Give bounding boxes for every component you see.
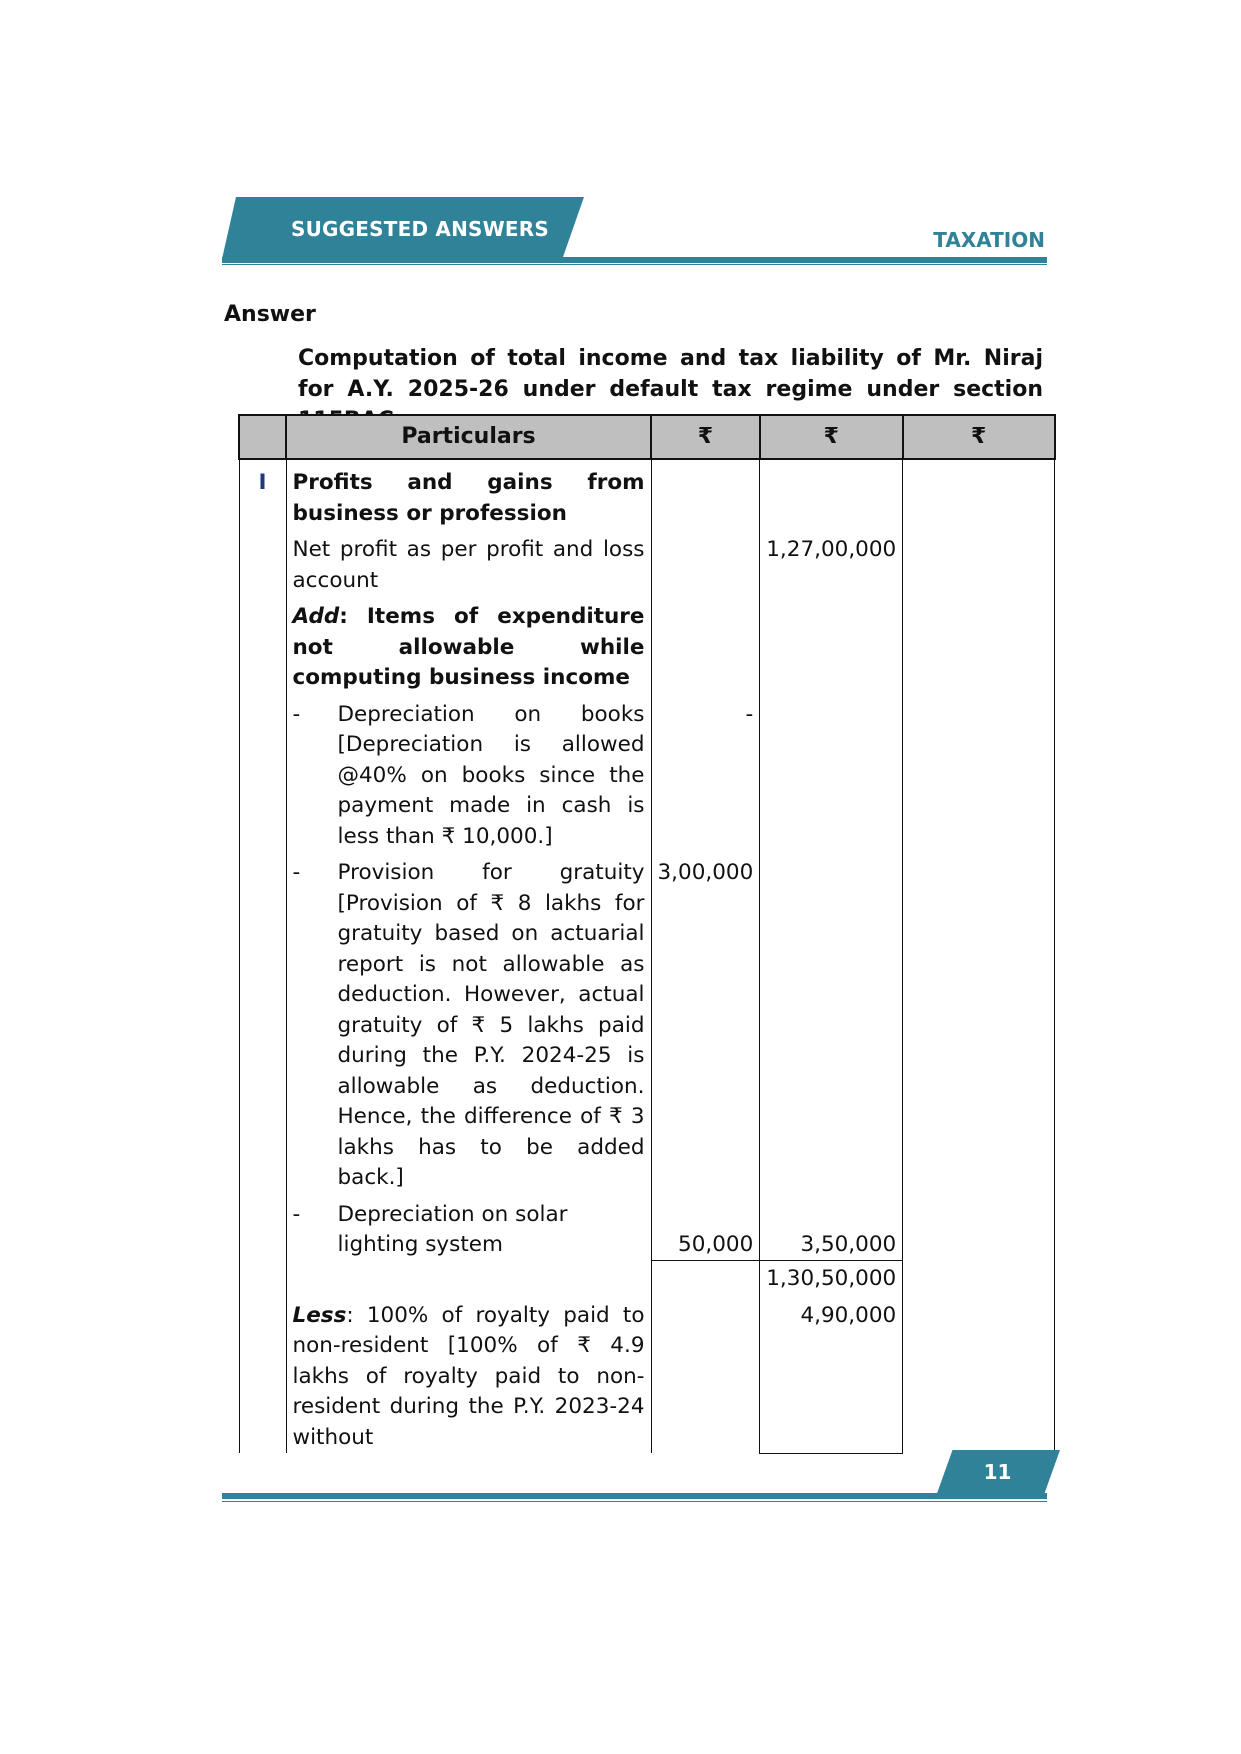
item-dash: - <box>292 701 301 727</box>
table-row <box>239 694 1055 853</box>
table-row <box>239 1194 1055 1261</box>
col-header-amount-1: ₹ <box>651 415 760 459</box>
add-prefix: Add <box>292 604 340 629</box>
item-depreciation-solar: Depreciation on solar lighting system <box>337 1201 568 1257</box>
less-prefix: Less <box>292 1302 347 1328</box>
items-total: 3,50,000 <box>760 1194 903 1261</box>
col-header-particulars: Particulars <box>286 415 651 459</box>
item-depreciation-books: Depreciation on books [Depreciation is allowed @40% on books since the payment made in cash is less than ₹ 10,000.] <box>337 701 645 849</box>
item-provision-gratuity: Provision for gratuity [Provision of ₹ 8 lakhs for gratuity based on actuarial report is not allowable as deduction. However, actual gratuity of ₹ 5 lakhs paid during the P.Y. 2024-25 is allowable as deduction. Hence, the difference of ₹ 3 lakhs has to be added back.] <box>337 860 645 1190</box>
col-header-amount-2: ₹ <box>760 415 903 459</box>
less-amount: 4,90,000 <box>760 1295 903 1454</box>
computation-table <box>238 414 1056 1454</box>
add-text: : Items of expenditure not allowable while computing business income <box>292 604 645 690</box>
section-title: Profits and gains from business or profession <box>286 459 651 529</box>
item-amount: 50,000 <box>651 1194 760 1261</box>
col-header-index <box>239 415 286 459</box>
table-row <box>239 1261 1055 1295</box>
subject-title: TAXATION <box>933 228 1045 252</box>
table-row <box>239 596 1055 694</box>
section-number: I <box>239 459 286 529</box>
table-row <box>239 459 1055 529</box>
header-rule-thin <box>222 264 1047 265</box>
col-header-amount-3: ₹ <box>903 415 1055 459</box>
computation-heading: Computation of total income and tax liability of Mr. Niraj for A.Y. 2025-26 under default tax regime under section <box>298 346 1043 402</box>
less-text: Less: 100% of royalty paid to non-resident [100% of ₹ 4.9 lakhs of royalty paid to non-resident during the P.Y. 2023-24 without <box>286 1295 651 1454</box>
table-row <box>239 1295 1055 1454</box>
table-header-row <box>239 415 1055 459</box>
net-profit-amount: 1,27,00,000 <box>760 529 903 596</box>
page-number: 11 <box>983 1460 1012 1484</box>
subtotal-amount: 1,30,50,000 <box>760 1261 903 1295</box>
footer-rule <box>222 1493 1047 1499</box>
table-row <box>239 852 1055 1194</box>
net-profit-label: Net profit as per profit and loss account <box>286 529 651 596</box>
item-amount: 3,00,000 <box>651 852 760 1194</box>
add-heading <box>286 596 651 694</box>
header-tab-label: SUGGESTED ANSWERS <box>291 217 549 241</box>
table-row <box>239 529 1055 596</box>
item-amount: - <box>651 694 760 853</box>
answer-label: Answer <box>224 302 316 327</box>
header-rule <box>222 257 1047 263</box>
item-dash: - <box>292 1201 301 1227</box>
item-dash: - <box>292 860 301 885</box>
footer-rule-thin <box>222 1501 1047 1502</box>
